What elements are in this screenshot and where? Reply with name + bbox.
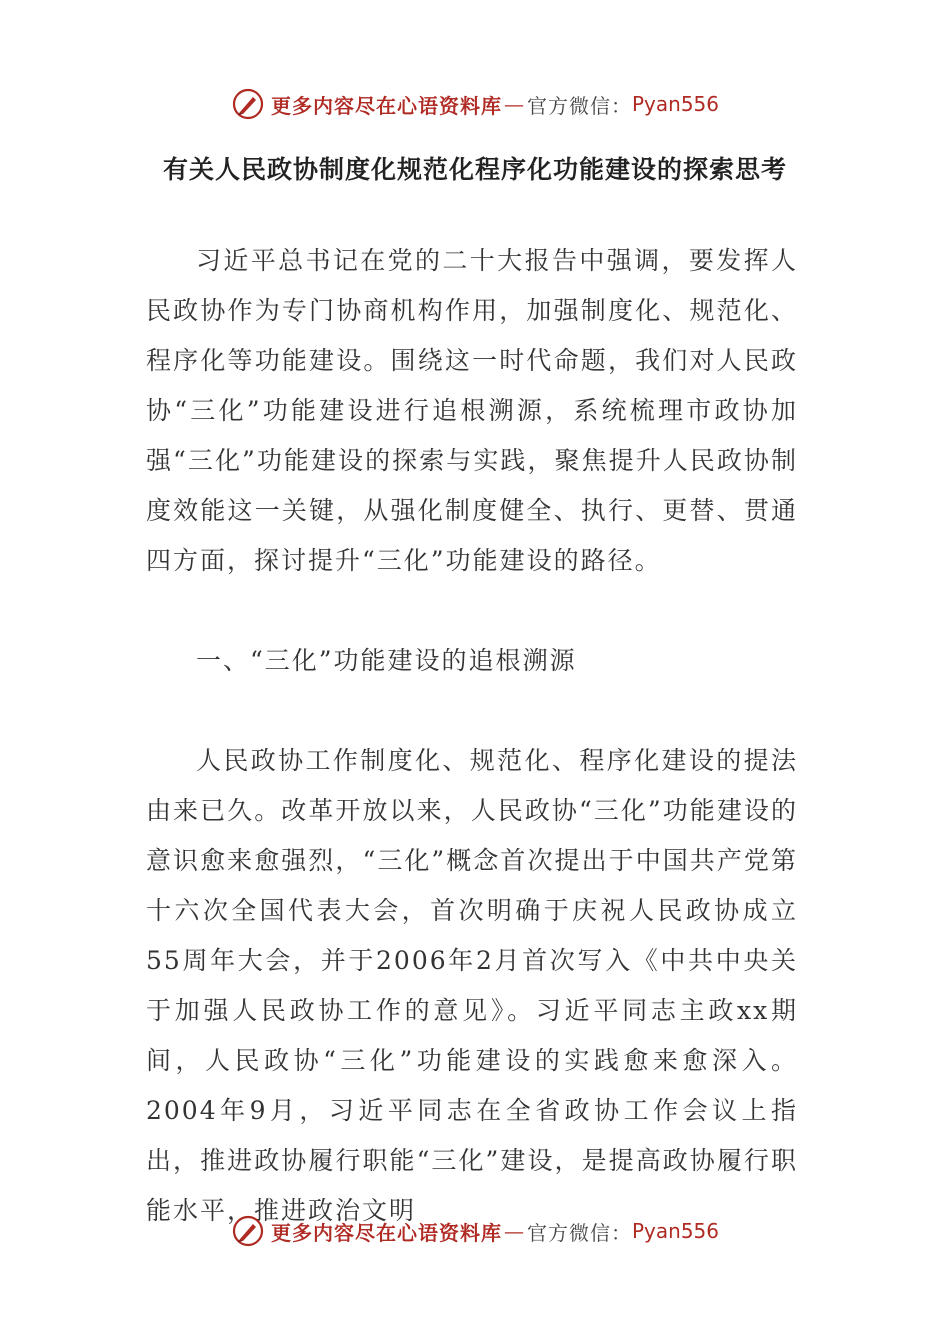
banner-dash: — <box>503 92 525 116</box>
banner-dash: — <box>503 1219 525 1243</box>
section-heading-1: 一、“三化”功能建设的追根溯源 <box>196 646 577 675</box>
banner-slogan: 更多内容尽在心语资料库 <box>270 93 502 118</box>
paragraph-section-1: 人民政协工作制度化、规范化、程序化建设的提法由来已久。改革开放以来，人民政协“三化”功能建设的意识愈来愈强烈，“三化”概念首次提出于中国共产党第十六次全国代表大会，首次明确于庆祝人民政协成立55周年大会，并于2006年2月首次写入《中共中央关于加强人民政协工作的意见》。习近平同志主政xx期间，人民政协“三化”功能建设的实践愈来愈深入。2004年9月，习近平同志在全省政协工作会议上指出，推进政协履行职能“三化”建设，是提高政协履行职能水平，推进政治文明 <box>146 746 798 1225</box>
footer-banner <box>0 1211 950 1251</box>
banner-wechat-label: 官方微信： <box>526 93 632 118</box>
header-banner <box>0 84 950 124</box>
paragraph-intro: 习近平总书记在党的二十大报告中强调，要发挥人民政协作为专门协商机构作用，加强制度化、规范化、程序化等功能建设。围绕这一时代命题，我们对人民政协“三化”功能建设进行追根溯源，系统梳理市政协加强“三化”功能建设的探索与实践，聚焦提升人民政协制度效能这一关键，从强化制度健全、执行、更替、贯通四方面，探讨提升“三化”功能建设的路径。 <box>146 246 798 575</box>
document-title: 有关人民政协制度化规范化程序化功能建设的探索思考 <box>162 155 787 184</box>
pen-nib-logo-icon <box>231 87 265 121</box>
banner-wechat-label: 官方微信： <box>526 1220 632 1245</box>
banner-wechat-id: Pyan556 <box>631 92 719 116</box>
banner-slogan: 更多内容尽在心语资料库 <box>270 1220 502 1245</box>
document-body <box>146 236 798 1236</box>
pen-nib-logo-icon <box>231 1214 265 1248</box>
banner-wechat-id: Pyan556 <box>631 1219 719 1243</box>
